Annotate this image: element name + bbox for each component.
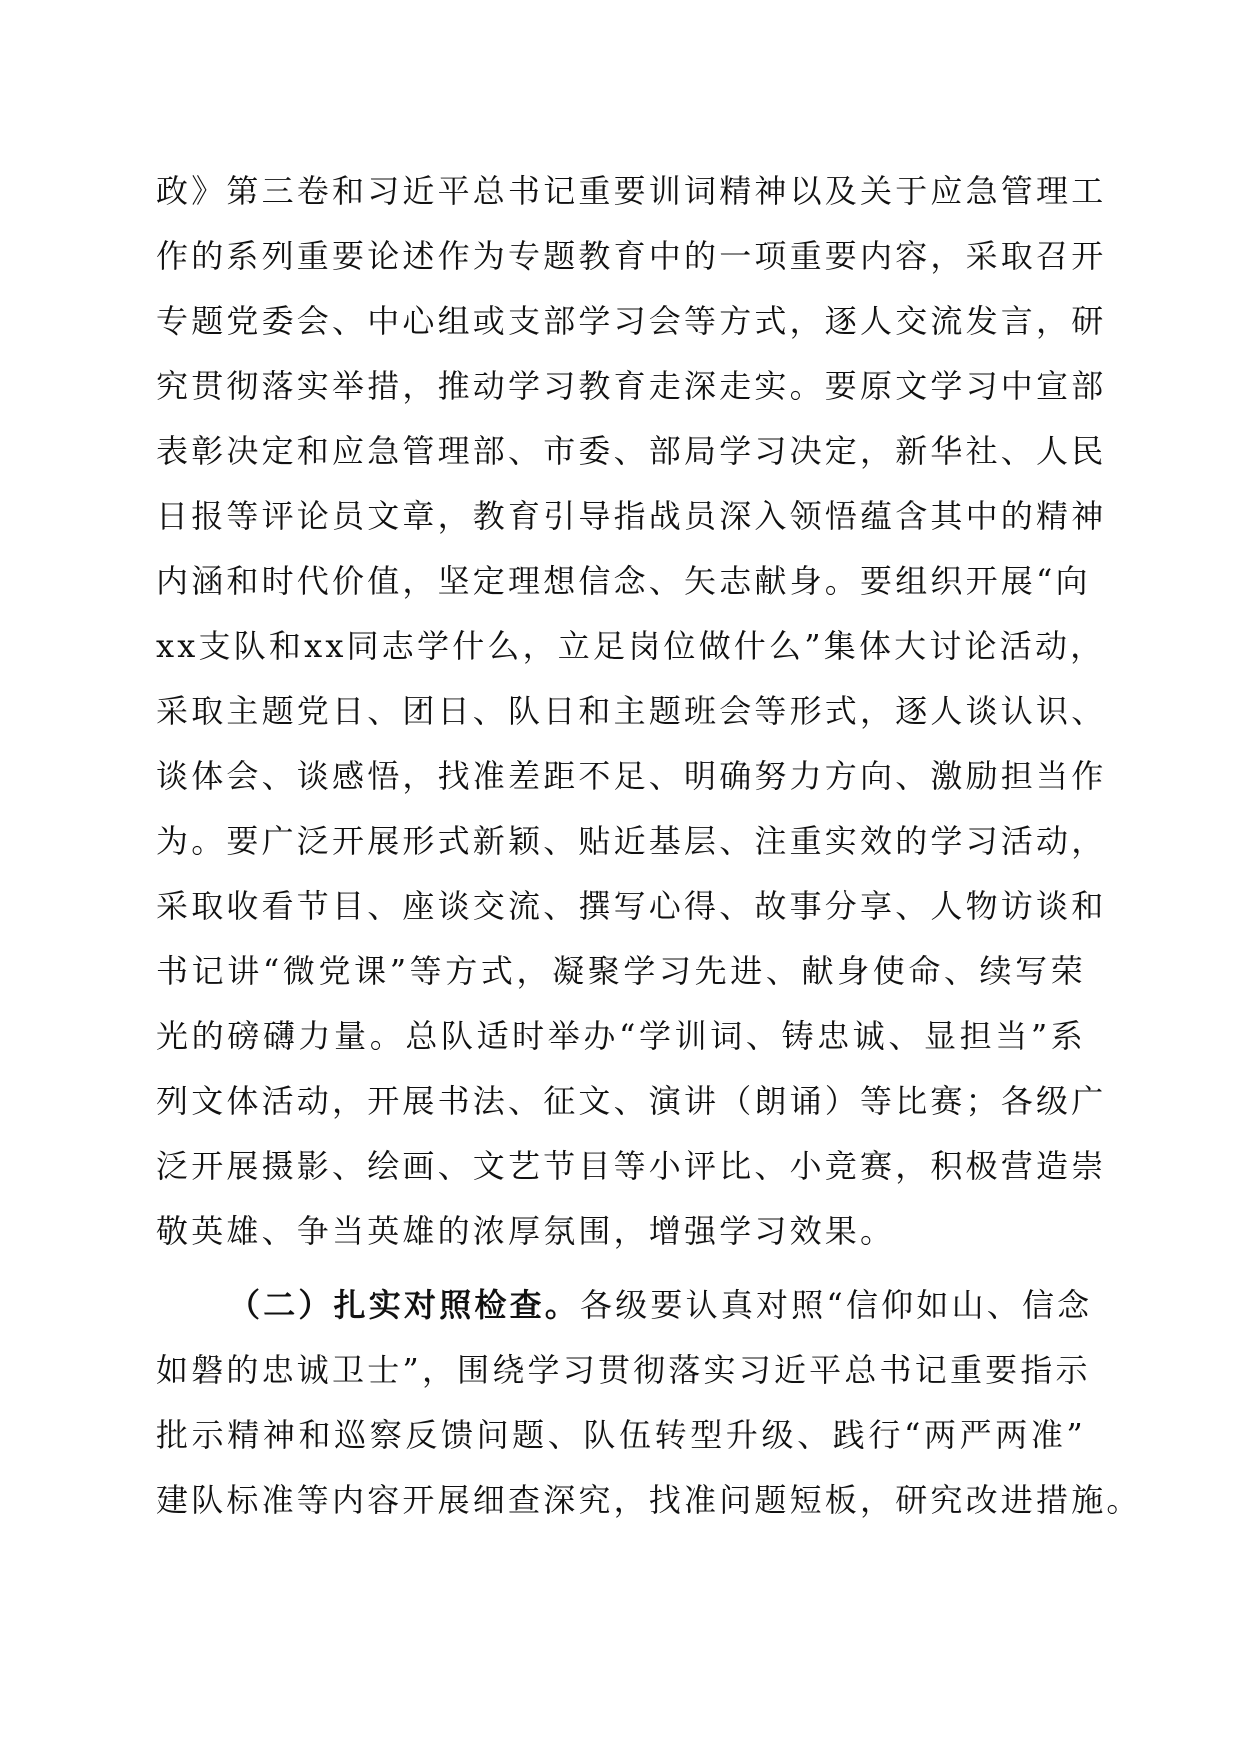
body-text-line: 谈体会、谈感悟，找准差距不足、明确努力方向、激励担当作 <box>156 757 1107 795</box>
body-text-line: 政》第三卷和习近平总书记重要训词精神以及关于应急管理工 <box>156 172 1107 210</box>
body-text-line: 敬英雄、争当英雄的浓厚氛围，增强学习效果。 <box>156 1212 896 1250</box>
body-text-line: 专题党委会、中心组或支部学习会等方式，逐人交流发言，研 <box>156 302 1107 340</box>
body-text-line: 光的磅礴力量。总队适时举办“学训词、铸忠诚、显担当”系 <box>156 1017 1086 1055</box>
body-text-line: 日报等评论员文章，教育引导指战员深入领悟蕴含其中的精神 <box>156 497 1107 535</box>
body-text-line: 内涵和时代价值，坚定理想信念、矢志献身。要组织开展“向 <box>156 562 1091 600</box>
body-text-line: 采取主题党日、团日、队日和主题班会等形式，逐人谈认识、 <box>156 692 1107 730</box>
section-2-lead-text: 各级要认真对照“信仰如山、信念 <box>580 1286 1093 1324</box>
body-text-line: xx支队和xx同志学什么，立足岗位做什么”集体大讨论活动， <box>156 627 1106 665</box>
body-text-line: 如磐的忠诚卫士”，围绕学习贯彻落实习近平总书记重要指示 <box>156 1351 1091 1389</box>
body-text-line: 批示精神和巡察反馈问题、队伍转型升级、践行“两严两准” <box>156 1416 1086 1454</box>
body-text-line: 列文体活动，开展书法、征文、演讲（朗诵）等比赛；各级广 <box>156 1082 1107 1120</box>
body-text-line: 为。要广泛开展形式新颖、贴近基层、注重实效的学习活动， <box>156 822 1107 860</box>
body-text-line: 作的系列重要论述作为专题教育中的一项重要内容，采取召开 <box>156 237 1107 275</box>
section-heading: （二）扎实对照检查。 <box>228 1286 581 1324</box>
body-text-line: 书记讲“微党课”等方式，凝聚学习先进、献身使命、续写荣 <box>156 952 1086 990</box>
section-2-first-line <box>228 1275 1093 1335</box>
body-text-line: 表彰决定和应急管理部、市委、部局学习决定，新华社、人民 <box>156 432 1107 470</box>
body-text-line: 究贯彻落实举措，推动学习教育走深走实。要原文学习中宣部 <box>156 367 1107 405</box>
body-text-line: 建队标准等内容开展细查深究，找准问题短板，研究改进措施。 <box>156 1481 1142 1519</box>
body-text-line: 泛开展摄影、绘画、文艺节目等小评比、小竞赛，积极营造崇 <box>156 1147 1107 1185</box>
body-text-line: 采取收看节目、座谈交流、撰写心得、故事分享、人物访谈和 <box>156 887 1107 925</box>
